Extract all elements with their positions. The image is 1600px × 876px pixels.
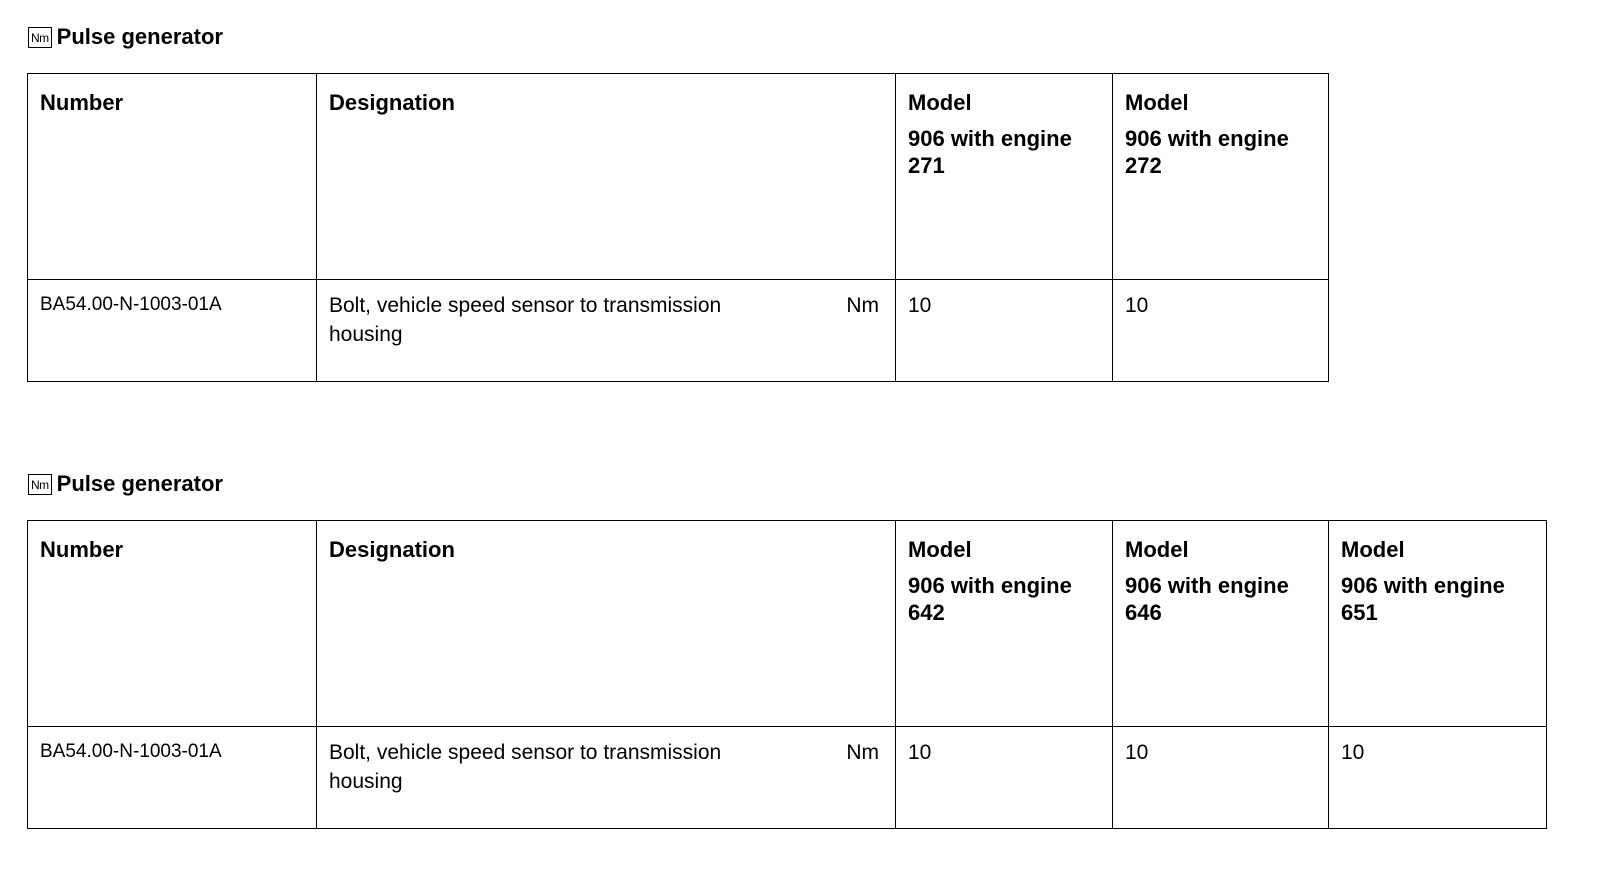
torque-value-2: 10 (1113, 280, 1329, 382)
torque-nm-icon: Nm (28, 474, 52, 495)
section-title-text: Pulse generator (56, 471, 223, 496)
torque-value-2: 10 (1113, 727, 1329, 829)
torque-value-1: 10 (896, 727, 1113, 829)
section-title-2 (28, 473, 223, 495)
header-model-2 (1113, 521, 1329, 727)
header-model-3 (1329, 521, 1547, 727)
table-row (28, 280, 1329, 382)
header-designation: Designation (317, 521, 896, 727)
torque-value-3: 10 (1329, 727, 1547, 829)
table-header-row (28, 521, 1547, 727)
header-model-1 (896, 521, 1113, 727)
torque-value-1: 10 (896, 280, 1113, 382)
header-model-label: Model (1125, 90, 1189, 115)
table-header-row (28, 74, 1329, 280)
designation-cell (317, 280, 896, 382)
header-number: Number (28, 74, 317, 280)
designation-cell (317, 727, 896, 829)
header-model-label: Model (908, 537, 972, 562)
torque-table-2 (27, 520, 1547, 829)
table-row (28, 727, 1547, 829)
header-model-detail: 906 with engine 272 (1125, 126, 1289, 178)
designation-text: Bolt, vehicle speed sensor to transmission housing (329, 741, 722, 793)
section-title-text: Pulse generator (56, 24, 223, 49)
header-model-label: Model (1341, 537, 1405, 562)
part-number: BA54.00-N-1003-01A (28, 727, 317, 829)
header-model-detail: 906 with engine 646 (1125, 573, 1289, 625)
torque-table-1 (27, 73, 1329, 382)
unit-label: Nm (846, 741, 879, 764)
part-number: BA54.00-N-1003-01A (28, 280, 317, 382)
section-title-1 (28, 26, 223, 48)
torque-nm-icon: Nm (28, 27, 52, 48)
header-model-detail: 906 with engine 271 (908, 126, 1072, 178)
header-designation: Designation (317, 74, 896, 280)
header-model-2 (1113, 74, 1329, 280)
header-model-1 (896, 74, 1113, 280)
header-number: Number (28, 521, 317, 727)
designation-text: Bolt, vehicle speed sensor to transmission housing (329, 294, 722, 346)
header-model-detail: 906 with engine 651 (1341, 573, 1505, 625)
header-model-detail: 906 with engine 642 (908, 573, 1072, 625)
header-model-label: Model (1125, 537, 1189, 562)
unit-label: Nm (846, 294, 879, 317)
header-model-label: Model (908, 90, 972, 115)
